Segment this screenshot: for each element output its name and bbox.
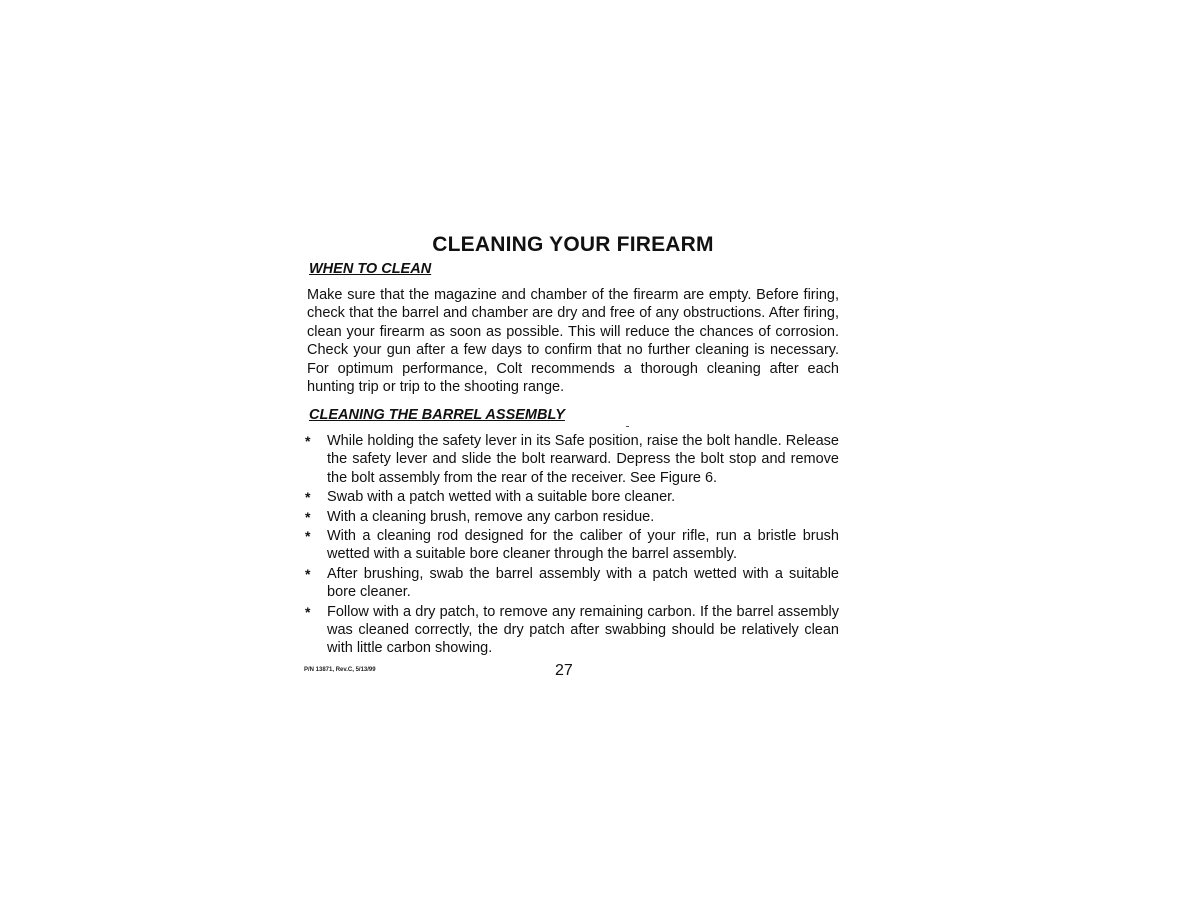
when-to-clean-paragraph: Make sure that the magazine and chamber of the firearm are empty. Before firing, check that the barrel and chamber are dry and free of any obstructions. After firing, clean your firearm as soon as possible. This will reduce the chances of corrosion. Check your gun after a few days to confirm that no further cleaning is necessary. For optimum performance, Colt recommends a thorough cleaning after each hunting trip or trip to the shooting range. [307,287,839,396]
list-item [305,603,839,658]
step-text: Swab with a patch wetted with a suitable bore cleaner. [327,489,676,506]
stray-mark [626,426,629,427]
page-number: 27 [555,662,573,679]
list-item [305,488,839,506]
list-item [305,565,839,602]
asterisk-bullet: * [305,528,311,545]
part-number-code: P/N 13871, Rev.C, 5/13/99 [304,667,376,673]
asterisk-bullet: * [305,603,311,620]
step-text: With a cleaning brush, remove any carbon residue. [327,508,655,525]
step-text: After brushing, swab the barrel assembly with a patch wetted with a suitable bore cleaner. [327,565,839,601]
section-heading-cleaning-barrel-assembly: CLEANING THE BARREL ASSEMBLY [309,407,565,423]
asterisk-bullet: * [305,489,311,506]
step-text: Follow with a dry patch, to remove any remaining carbon. If the barrel assembly was cleaned correctly, the dry patch after swabbing should be relatively clean with little carbon showing. [327,603,839,657]
page-title: CLEANING YOUR FIREARM [432,233,714,256]
asterisk-bullet: * [305,565,311,582]
list-item [305,508,839,526]
section-heading-when-to-clean: WHEN TO CLEAN [309,261,432,277]
step-text: While holding the safety lever in its Safe position, raise the bolt handle. Release the safety lever and slide the bolt rearward. Depress the bolt stop and remove the bolt assembly from the rear of the receiver. See Figure 6. [327,433,839,486]
step-text: With a cleaning rod designed for the caliber of your rifle, run a bristle brush wetted with a suitable bore cleaner through the barrel assembly. [327,528,839,563]
list-item [305,527,839,564]
list-item [305,432,839,487]
barrel-cleaning-steps [305,432,839,659]
asterisk-bullet: * [305,508,311,525]
asterisk-bullet: * [305,433,311,449]
